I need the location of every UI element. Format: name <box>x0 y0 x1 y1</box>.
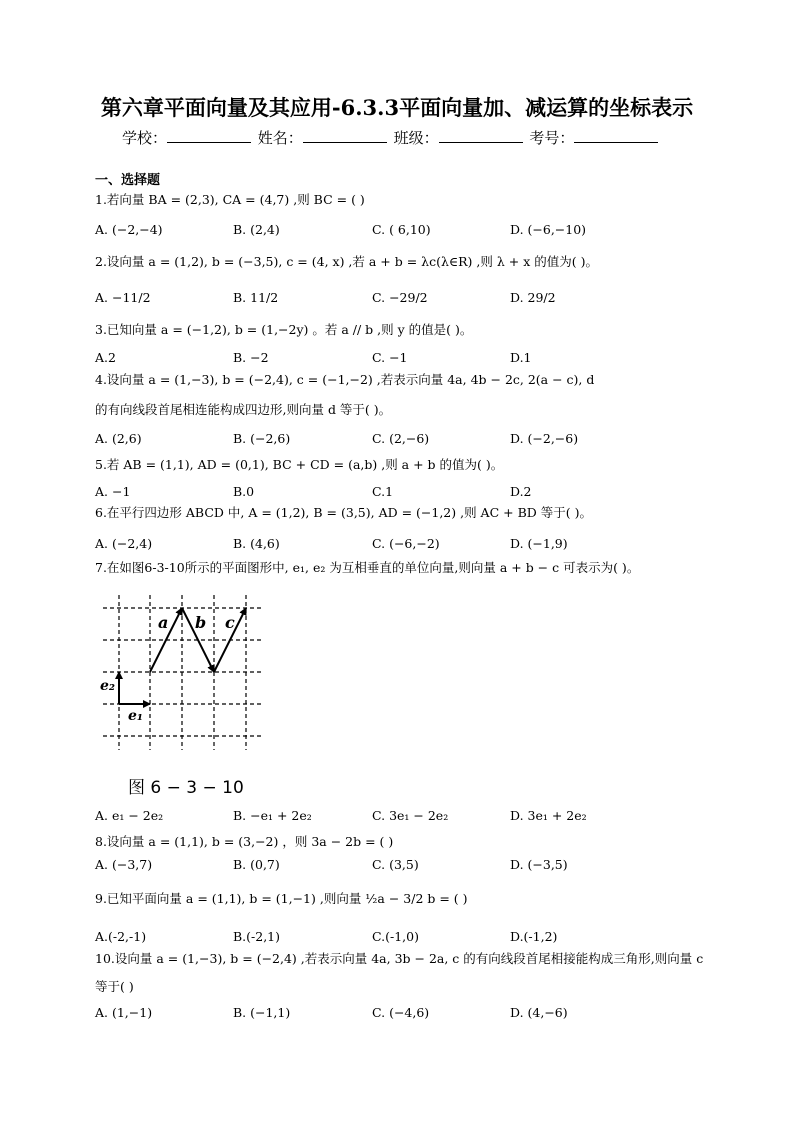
question-8-option-d[interactable]: D. (−3,5) <box>510 857 568 872</box>
question-1-stem: 1.若向量 BA = (2,3), CA = (4,7) ,则 BC = ( ) <box>95 192 365 207</box>
question-3-stem: 3.已知向量 a = (−1,2), b = (1,−2y) 。若 a // b ,则 y 的值是( )。 <box>95 322 473 337</box>
name-label: 姓名： <box>257 129 303 147</box>
figure-caption: 图 6 − 3 − 10 <box>128 778 244 798</box>
question-1-option-d[interactable]: D. (−6,−10) <box>510 222 587 237</box>
dashed-grid <box>103 595 263 750</box>
question-9-option-b[interactable]: B.(-2,1) <box>233 929 281 944</box>
label-c: c <box>225 613 235 632</box>
question-2-option-b[interactable]: B. 11/2 <box>233 290 279 305</box>
question-2-stem: 2.设向量 a = (1,2), b = (−3,5), c = (4, x) ,若 a + b = λc(λ∈R) ,则 λ + x 的值为( )。 <box>95 254 598 269</box>
question-8-option-a[interactable]: A. (−3,7) <box>95 857 153 872</box>
question-10-option-a[interactable]: A. (1,−1) <box>95 1005 153 1020</box>
question-7-option-d[interactable]: D. 3e₁ + 2e₂ <box>510 808 587 823</box>
question-5-option-a[interactable]: A. −1 <box>95 484 131 499</box>
class-field[interactable] <box>439 128 523 143</box>
question-10-option-d[interactable]: D. (4,−6) <box>510 1005 568 1020</box>
question-9-stem: 9.已知平面向量 a = (1,1), b = (1,−1) ,则向量 ½a − 3/2 b = ( ) <box>95 891 468 906</box>
question-2-option-c[interactable]: C. −29/2 <box>372 290 428 305</box>
question-4-option-c[interactable]: C. (2,−6) <box>372 431 430 446</box>
question-8-stem: 8.设向量 a = (1,1), b = (3,−2) ，则 3a − 2b = ( ) <box>95 834 394 849</box>
question-2-option-d[interactable]: D. 29/2 <box>510 290 556 305</box>
name-field[interactable] <box>303 128 387 143</box>
class-label: 班级： <box>393 129 439 147</box>
question-4-stem-continued: 的有向线段首尾相连能构成四边形,则向量 d 等于( )。 <box>95 402 392 417</box>
question-1-option-a[interactable]: A. (−2,−4) <box>95 222 163 237</box>
question-6-stem: 6.在平行四边形 ABCD 中, A = (1,2), B = (3,5), AD = (−1,2) ,则 AC + BD 等于( )。 <box>95 505 592 520</box>
question-6-option-c[interactable]: C. (−6,−2) <box>372 536 440 551</box>
question-3-option-a[interactable]: A.2 <box>95 350 116 365</box>
label-e1: e₁ <box>128 708 144 724</box>
question-10-option-c[interactable]: C. (−4,6) <box>372 1005 430 1020</box>
question-1-option-c[interactable]: C. ( 6,10) <box>372 222 431 237</box>
question-5-option-d[interactable]: D.2 <box>510 484 532 499</box>
section-heading: 一、选择题 <box>95 173 161 188</box>
question-4-option-a[interactable]: A. (2,6) <box>95 431 142 446</box>
question-5-option-b[interactable]: B.0 <box>233 484 255 499</box>
school-field[interactable] <box>167 128 251 143</box>
question-6-option-a[interactable]: A. (−2,4) <box>95 536 153 551</box>
question-1-option-b[interactable]: B. (2,4) <box>233 222 280 237</box>
vector-grid-figure <box>98 590 268 755</box>
student-info-row <box>122 127 660 148</box>
question-10-stem-continued: 等于( ) <box>95 979 134 994</box>
question-8-option-b[interactable]: B. (0,7) <box>233 857 280 872</box>
question-10-stem: 10.设向量 a = (1,−3), b = (−2,4) ,若表示向量 4a, 3b − 2a, c 的有向线段首尾相接能构成三角形,则向量 c <box>95 951 704 966</box>
question-9-option-a[interactable]: A.(-2,-1) <box>95 929 147 944</box>
question-10-option-b[interactable]: B. (−1,1) <box>233 1005 291 1020</box>
question-7-stem: 7.在如图6-3-10所示的平面图形中, e₁, e₂ 为互相垂直的单位向量,则向量 a + b − c 可表示为( )。 <box>95 560 640 575</box>
exam-number-field[interactable] <box>574 128 658 143</box>
school-label: 学校： <box>122 129 168 147</box>
label-e2: e₂ <box>100 678 116 694</box>
question-4-option-b[interactable]: B. (−2,6) <box>233 431 291 446</box>
label-b: b <box>195 613 207 632</box>
question-6-option-d[interactable]: D. (−1,9) <box>510 536 568 551</box>
question-7-option-b[interactable]: B. −e₁ + 2e₂ <box>233 808 312 823</box>
question-9-option-d[interactable]: D.(-1,2) <box>510 929 558 944</box>
question-3-option-b[interactable]: B. −2 <box>233 350 269 365</box>
question-4-stem: 4.设向量 a = (1,−3), b = (−2,4), c = (−1,−2) ,若表示向量 4a, 4b − 2c, 2(a − c), d <box>95 372 595 387</box>
exam-number-label: 考号： <box>529 129 575 147</box>
question-7-option-a[interactable]: A. e₁ − 2e₂ <box>95 808 164 823</box>
label-a: a <box>158 613 169 632</box>
question-8-option-c[interactable]: C. (3,5) <box>372 857 419 872</box>
question-5-option-c[interactable]: C.1 <box>372 484 394 499</box>
question-9-option-c[interactable]: C.(-1,0) <box>372 929 419 944</box>
page-title: 第六章平面向量及其应用-6.3.3平面向量加、减运算的坐标表示 <box>100 95 694 120</box>
question-3-option-c[interactable]: C. −1 <box>372 350 408 365</box>
question-5-stem: 5.若 AB = (1,1), AD = (0,1), BC + CD = (a,b) ,则 a + b 的值为( )。 <box>95 457 504 472</box>
question-3-option-d[interactable]: D.1 <box>510 350 532 365</box>
question-6-option-b[interactable]: B. (4,6) <box>233 536 280 551</box>
question-7-option-c[interactable]: C. 3e₁ − 2e₂ <box>372 808 449 823</box>
question-2-option-a[interactable]: A. −11/2 <box>95 290 151 305</box>
question-4-option-d[interactable]: D. (−2,−6) <box>510 431 579 446</box>
